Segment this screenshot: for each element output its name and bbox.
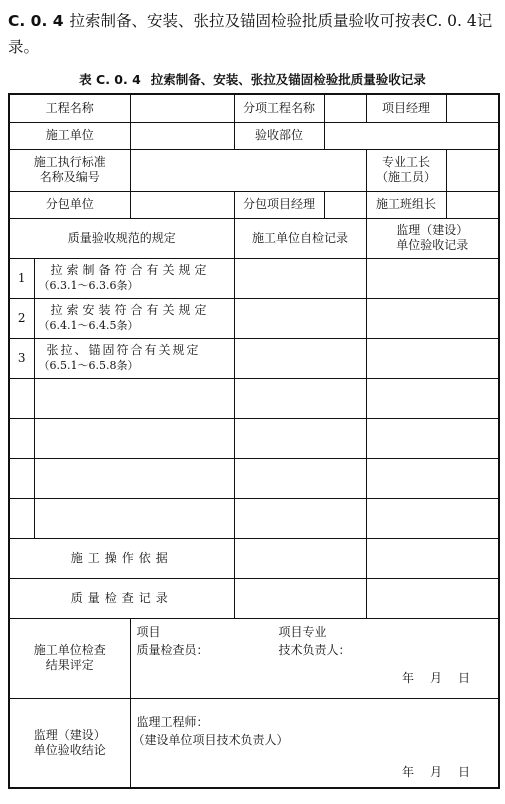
table-row [9, 298, 499, 338]
intro-paragraph [8, 8, 498, 60]
item-self-check [234, 298, 366, 338]
item-spec [34, 338, 234, 378]
header-self-check: 施工单位自检记录 [234, 218, 366, 258]
item-self-check [234, 258, 366, 298]
inspector-label-line2: 质量检查员： [136, 642, 209, 657]
intro-text: 拉索制备、安装、张拉及锚固检验批质量验收可按表C. 0. 4记录。 [8, 12, 493, 56]
row-conclusion [9, 698, 499, 788]
label-subcontractor: 分包单位 [9, 191, 130, 218]
intro-number: C. 0. 4 [8, 12, 64, 30]
tech-label-line1: 项目专业 [278, 624, 327, 639]
value-sub-manager [324, 191, 366, 218]
evaluation-signature [130, 618, 499, 698]
item-spec-line2: （6.3.1～6.3.6条） [38, 279, 139, 292]
label-conclusion [9, 698, 130, 788]
row-column-headers [9, 218, 499, 258]
label-foreman [366, 149, 446, 191]
evaluation-date: 年 月 日 [402, 670, 473, 685]
label-foreman-line2: （施工员） [376, 170, 437, 184]
row-evaluation [9, 618, 499, 698]
value-construction-unit [130, 122, 234, 149]
header-supervision-line2: 单位验收记录 [396, 238, 469, 252]
row-project [9, 94, 499, 122]
value-team-leader [446, 191, 499, 218]
label-quality-record: 质量检查记录 [9, 578, 234, 618]
item-spec-line2: （6.4.1～6.4.5条） [38, 319, 139, 332]
label-sub-manager: 分包项目经理 [234, 191, 324, 218]
header-supervision-line1: 监理（建设） [396, 223, 469, 237]
inspection-form-table [8, 93, 500, 789]
item-spec [34, 298, 234, 338]
table-number: 表 C. 0. 4 [79, 72, 141, 87]
label-project-name: 工程名称 [9, 94, 130, 122]
table-row [9, 338, 499, 378]
value-standard [130, 149, 366, 191]
label-sub-project: 分项工程名称 [234, 94, 324, 122]
item-self-check [234, 338, 366, 378]
item-spec [34, 258, 234, 298]
label-standard-line2: 名称及编号 [39, 170, 100, 184]
label-conclusion-line2: 单位验收结论 [33, 742, 106, 757]
label-project-manager: 项目经理 [366, 94, 446, 122]
tech-label-line2: 技术负责人： [278, 642, 351, 657]
row-standard [9, 149, 499, 191]
label-team-leader: 施工班组长 [366, 191, 446, 218]
label-foreman-line1: 专业工长 [382, 155, 431, 169]
item-spec-line1: 拉索制备符合有关规定 [50, 263, 211, 277]
table-title: 拉索制备、安装、张拉及锚固检验批质量验收记录 [150, 72, 426, 87]
header-spec: 质量验收规范的规定 [9, 218, 234, 258]
conclusion-date: 年 月 日 [402, 764, 473, 779]
label-inspection-part: 验收部位 [234, 122, 324, 149]
item-supervision [366, 258, 499, 298]
item-number: 2 [9, 298, 34, 338]
engineer-label-line2: （建设单位项目技术负责人） [132, 732, 289, 747]
value-foreman [446, 149, 499, 191]
row-construction-unit [9, 122, 499, 149]
label-conclusion-line1: 监理（建设） [33, 727, 106, 742]
item-spec-line1: 拉索安装符合有关规定 [50, 303, 211, 317]
value-project-name [130, 94, 234, 122]
table-row [9, 458, 499, 498]
engineer-label-line1: 监理工程师： [136, 714, 209, 729]
table-row [9, 498, 499, 538]
label-operation-basis: 施工操作依据 [9, 538, 234, 578]
item-spec-line1: 张拉、锚固符合有关规定 [46, 343, 201, 357]
item-number: 1 [9, 258, 34, 298]
table-row [9, 378, 499, 418]
value-inspection-part [324, 122, 499, 149]
value-project-manager [446, 94, 499, 122]
label-standard-line1: 施工执行标准 [33, 155, 106, 169]
inspector-label-line1: 项目 [136, 624, 161, 639]
row-quality-record [9, 578, 499, 618]
label-evaluation [9, 618, 130, 698]
item-supervision [366, 338, 499, 378]
row-subcontractor [9, 191, 499, 218]
value-sub-project [324, 94, 366, 122]
item-supervision [366, 298, 499, 338]
label-construction-unit: 施工单位 [9, 122, 130, 149]
table-row [9, 258, 499, 298]
row-operation-basis [9, 538, 499, 578]
header-supervision [366, 218, 499, 258]
item-spec-line2: （6.5.1～6.5.8条） [38, 359, 139, 372]
label-evaluation-line2: 结果评定 [45, 658, 94, 672]
table-caption [0, 70, 505, 88]
label-evaluation-line1: 施工单位检查 [33, 643, 106, 657]
table-row [9, 418, 499, 458]
label-standard [9, 149, 130, 191]
item-number: 3 [9, 338, 34, 378]
value-subcontractor [130, 191, 234, 218]
conclusion-signature [130, 698, 499, 788]
